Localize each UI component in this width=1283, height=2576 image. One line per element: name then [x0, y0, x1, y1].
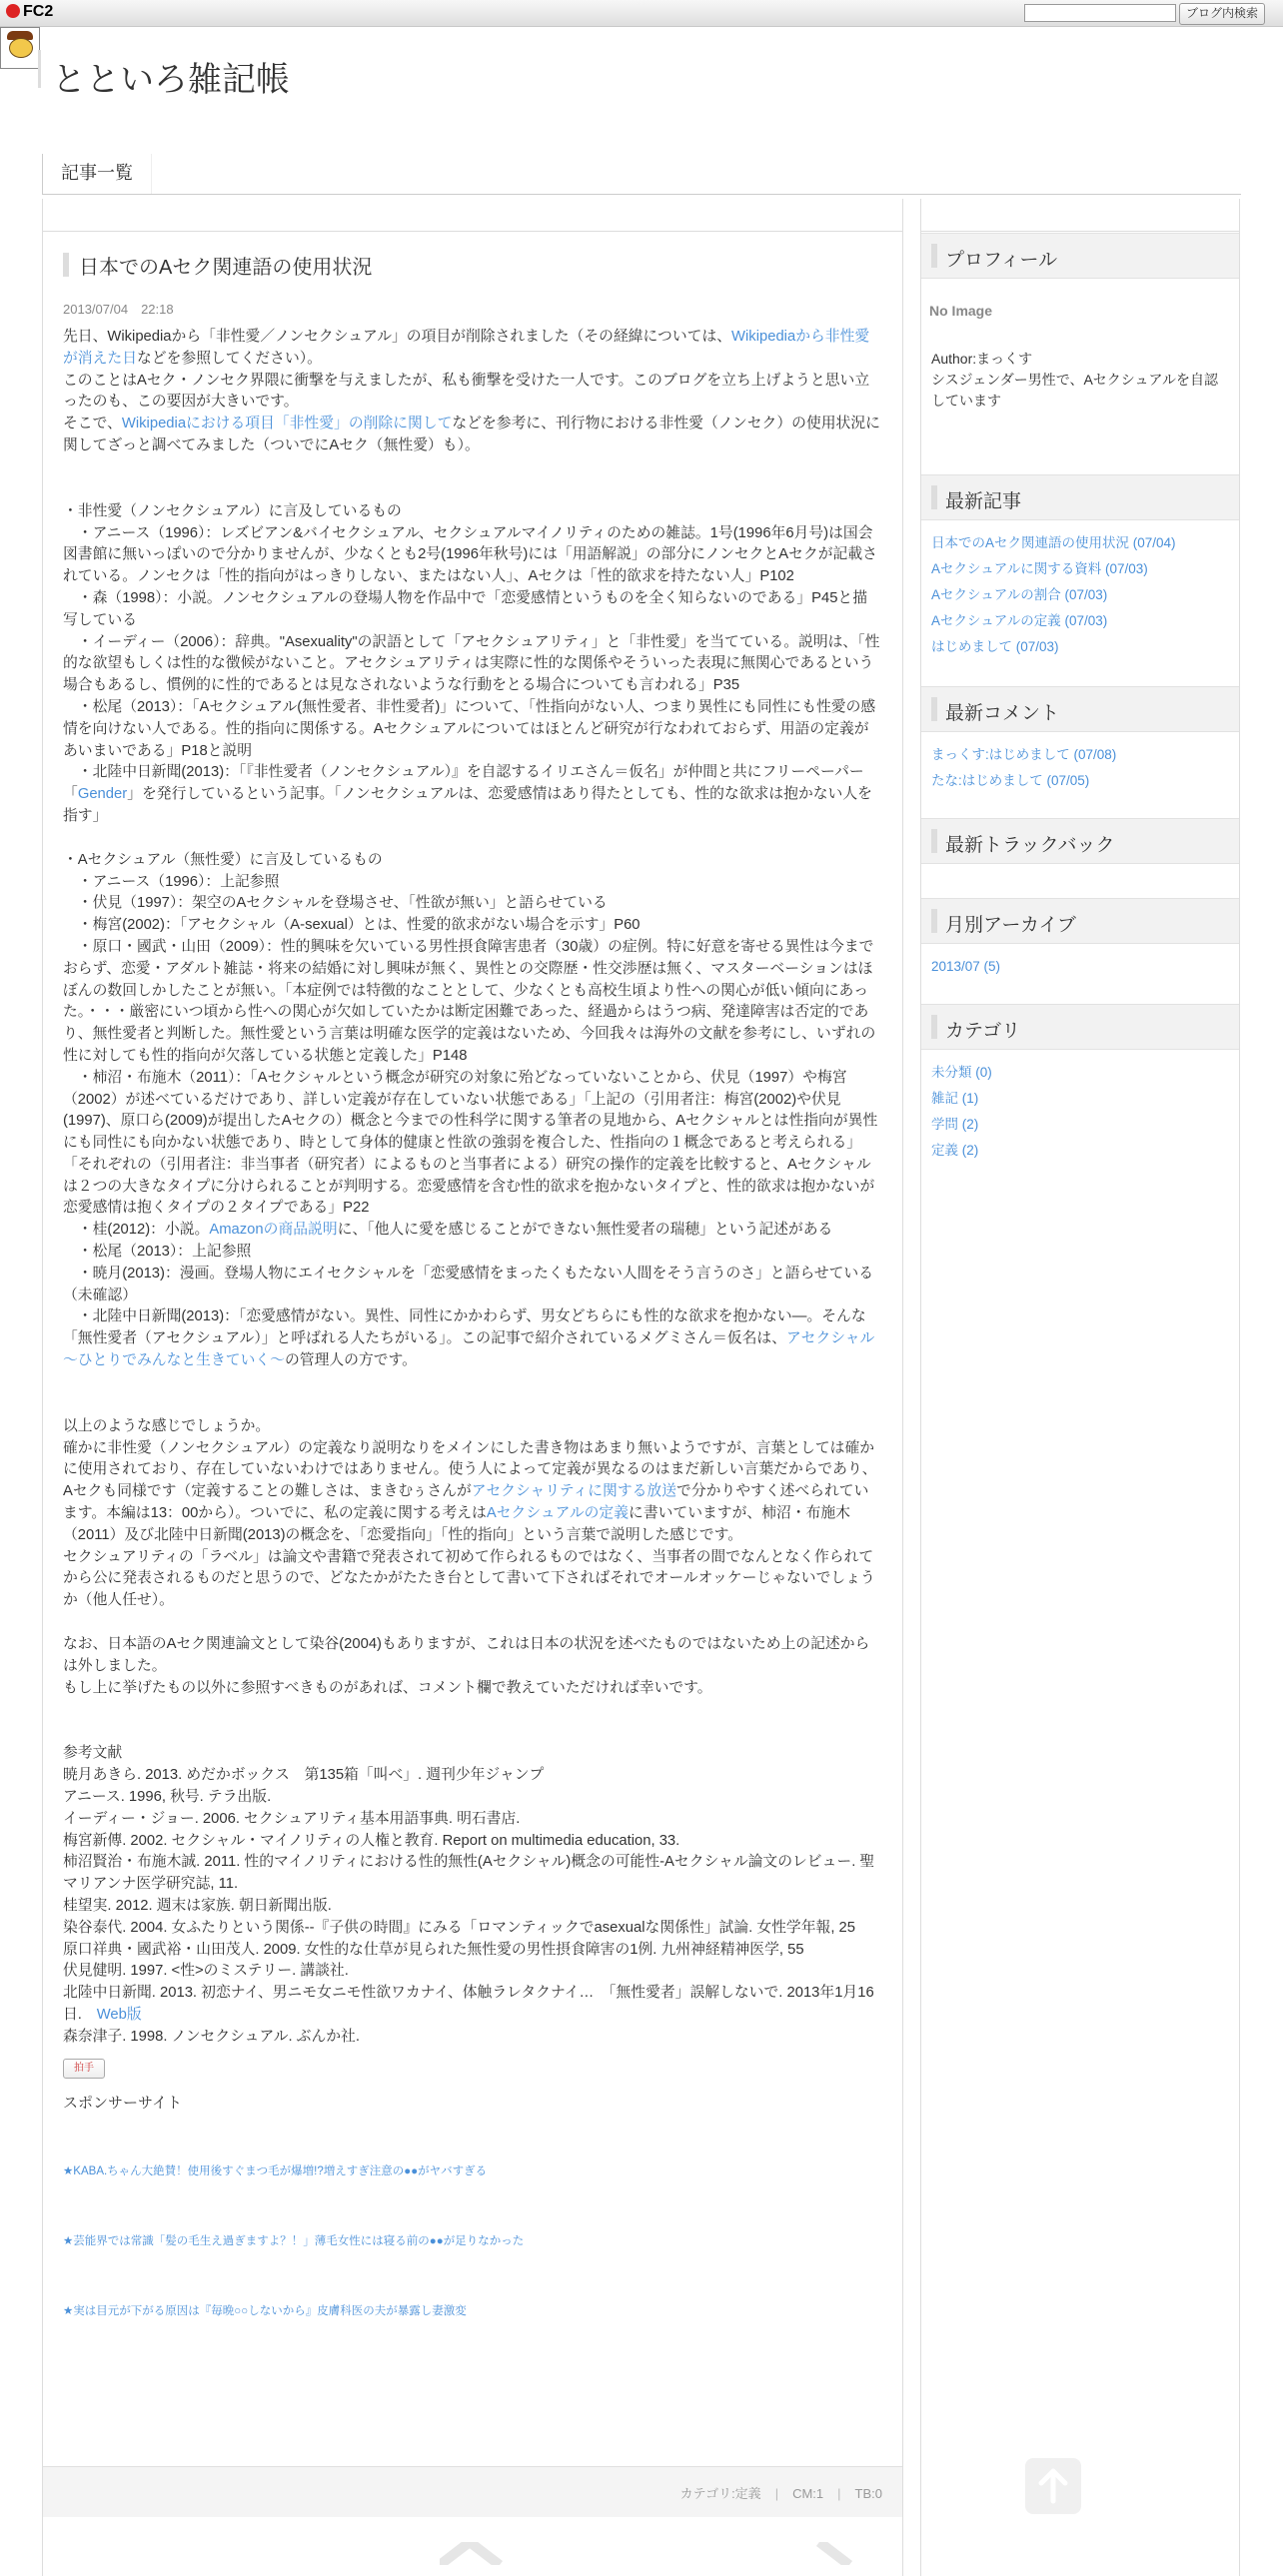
sponsor-link[interactable]: ★実は目元が下がる原因は『毎晩○○しないから』皮膚科医の夫が暴露し妻激変 — [63, 2304, 467, 2317]
archive-link[interactable]: 2013/07 (5) — [931, 959, 1001, 974]
link-wikipedia-day[interactable]: Wikipediaから非性愛が消えた日 — [63, 329, 870, 367]
list-item: ・暁月(2013)：漫画。登場人物にエイセクシャルを「恋愛感情をまったくもたない人間をそう言うのさ」と語らせている（未確認） — [63, 1265, 874, 1303]
fc2-logo[interactable] — [6, 3, 53, 21]
reference-item: 桂望実. 2012. 週末は家族. 朝日新聞出版. — [63, 1898, 332, 1914]
footer-cm-link[interactable]: CM:1 — [792, 2486, 824, 2501]
plugin-title: 月別アーカイブ — [945, 915, 1076, 936]
paragraph: 確かに非性愛（ノンセクシュアル）の定義なり説明なりをメインにした書き物はあまり無いようですが、言葉としては確かに使用されており、存在していないわけではありません。使う人によって定義が異なるのはまだ新しい言葉だからであり、Aセクも同様です（定義することの難しさは、まきむぅさんがアセクシャリティに関する放送で分かりやすく述べられています。本編は13：00から）。ついでに、私の定義に関する考えはAセクシュアルの定義に書いていますが、柿沼・布施木（2011）及び北陸中日新聞(2013)の概念を、「恋愛指向」「性的指向」という言葉で説明した感じです。 — [63, 1439, 877, 1543]
fc2-logo-icon — [6, 4, 20, 18]
recent-entry-link[interactable]: Aセクシュアルの定義 (07/03) — [931, 613, 1108, 628]
blog-search-input[interactable] — [1024, 4, 1176, 22]
references-heading: 参考文献 — [63, 1745, 123, 1762]
blog-title[interactable]: とといろ雑記帳 — [52, 61, 290, 99]
recent-entry-link[interactable]: 日本でのAセク関連語の使用状況 (07/04) — [931, 535, 1176, 550]
section-heading: ・Aセクシュアル（無性愛）に言及しているもの — [63, 851, 383, 868]
entry-title — [63, 249, 882, 279]
category-link[interactable]: 定義 (2) — [931, 1143, 979, 1158]
main-top-divider — [43, 199, 902, 232]
sidebar — [920, 199, 1240, 2576]
list-item: ・アニース（1996）：レズビアン&バイセクシュアル、セクシュアルマイノリティのための雑誌。1号(1996年6月号)は国会図書館に無いっぽいので分かりませんが、少なくとも2号(1996年秋号)には「用語解説」の部分にノンセクとAセクが記載されている。ノンセクは「性的指向がはっきりしない、またはない人」、Aセクは「性的欲求を持たない人」P102 — [63, 524, 877, 585]
list-item: ・イーディー（2006）：辞典。"Asexuality"の訳語として「アセクシュアリティ」と「非性愛」を当てている。説明は、「性的な欲望もしくは性的な徴候がないこと。アセクシュアリティは実際に性的な関係やそういった表現に無関心であるという場合もあるし、慣例的に性的であるとは見なされないような行動をとる場合についても言われる」P35 — [63, 633, 880, 694]
entry-date: 2013/07/04 22:18 — [63, 302, 174, 317]
paragraph: なお、日本語のAセク関連論文として染谷(2004)もありますが、これは日本の状況を述べたものではないため上の記述からは外しました。 — [63, 1636, 870, 1674]
entry-footer: カテゴリ:定義 | CM:1 | TB:0 — [43, 2466, 902, 2517]
plugin-recent-trackbacks — [921, 818, 1239, 864]
reference-item: アニース. 1996, 秋号. テラ出版. — [63, 1789, 272, 1806]
recent-entry-link[interactable]: Aセクシュアルの割合 (07/03) — [931, 587, 1108, 602]
sponsor-heading: スポンサーサイト — [63, 2094, 182, 2112]
plugin-title: 最新記事 — [945, 491, 1022, 512]
link-amazon[interactable]: Amazonの商品説明 — [209, 1222, 338, 1239]
plugin-recent-comments — [921, 686, 1239, 804]
paragraph: セクシュアリティの「ラベル」は論文や書籍で発表されて初めて作られるものではなく、当事者の間でなんとなく作られてから公に発表されるものだと思うので、どなたかがたたき台として書いて下さればそれでオールオッケーじゃないでしょうか（他人任せ）。 — [63, 1548, 875, 1609]
blog-search-button[interactable]: ブログ内検索 — [1179, 3, 1265, 25]
category-link[interactable]: 未分類 (0) — [931, 1065, 992, 1080]
category-link[interactable]: 学問 (2) — [931, 1117, 979, 1132]
reference-item: 暁月あきら. 2013. めだかボックス 第135箱「叫べ」. 週刊少年ジャンプ — [63, 1767, 545, 1784]
reference-item: イーディー・ジョー. 2006. セクシュアリティ基本用語事典. 明石書店. — [63, 1810, 521, 1827]
list-item: ・アニース（1996）：上記参照 — [63, 873, 280, 890]
plugin-archives — [921, 898, 1239, 990]
reference-item: 染谷泰代. 2004. 女ふたりという関係--『子供の時間』にみる「ロマンティックでasexualな関係性」試論. 女性学年報, 25 — [63, 1919, 856, 1936]
category-link[interactable]: 雑記 (1) — [931, 1091, 979, 1106]
list-item: ・原口・國武・山田（2009）：性的興味を欠いている男性摂食障害患者（30歳）の症例。特に好意を寄せる異性は今までおらず、恋愛・アダルト雑誌・将来の結婚に対し興味が無く、異性との交際歴・性交渉歴は無く、マスターベーションはほぼんの数回しかしたことが無い。「本症例では特徴的なこととして、少なくとも高校生頃より性への関心が低い傾向にあった。・・・厳密にいつ頃から性への関心が欠如していたかは断定困難であった、経過からはうつ病、発達障害は否定的であり、無性愛者と判断した。無性愛という言葉は明確な医学的定義はないため、今回我々は海外の文献を参考にし、いずれの性に対しても性的指向が欠落している状態と定義した」P148 — [63, 938, 876, 1064]
recent-comment-link[interactable]: まっくす:はじめまして (07/08) — [931, 747, 1117, 762]
list-item: ・北陸中日新聞(2013)：「恋愛感情がない。異性、同性にかかわらず、男女どちらにも性的な欲求を抱かない―。そんな「無性愛者（アセクシュアル）」と呼ばれる人たちがいる」。この記事で紹介されているメグミさん＝仮名は、アセクシャル～ひとりでみんなと生きていく～の管理人の方です。 — [63, 1308, 875, 1369]
footer-decoration — [440, 2542, 879, 2565]
entry-title-text[interactable]: 日本でのAセク関連語の使用状況 — [79, 257, 373, 279]
list-item: ・森（1998）：小説。ノンセクシュアルの登場人物を作品中で「恋愛感情というものを全く知らないのである」P45と描写している — [63, 589, 868, 628]
avatar-icon — [0, 27, 40, 69]
reference-item: 原口祥典・國武裕・山田茂人. 2009. 女性的な仕草が見られた無性愛の男性摂食障害の1例. 九州神経精神医学, 55 — [63, 1941, 804, 1958]
section-heading: ・非性愛（ノンセクシュアル）に言及しているもの — [63, 502, 402, 519]
list-item: ・桂(2012)：小説。Amazonの商品説明に、「他人に愛を感じることができない無性愛者の瑞穂」という記述がある — [63, 1222, 833, 1239]
title-accent-bar — [38, 50, 41, 88]
link-gender[interactable]: Gender — [77, 786, 128, 803]
link-definition[interactable]: Aセクシュアルの定義 — [486, 1505, 630, 1522]
plugin-categories — [921, 1004, 1239, 1174]
list-item: ・柿沼・布施木（2011）：「Aセクシャルという概念が研究の対象に殆どなっていないことから、伏見（1997）や梅宮（2002）が述べているだけであり、詳しい定義が存在していない状態である」「上記の（引用者注：梅宮(2002)や伏見(1997)、原口ら(2009)が提出したAセクの）概念と今までの性科学に関する筆者の見地から、Aセクシャルとは性指向が異性にも同性にも向かない状態であり、時として身体的健康と性欲の強弱を複合した、性指向の１概念であると考えられる」「それぞれの（引用者注：非当事者（研究者）によるものと当事者による）研究の操作的定義を比較すると、Aセクシャルは２つの大きなタイプに分けられることが判明する。恋愛感情を含む性的欲求を抱かないタイプと、性的欲求は抱かないが恋愛感情は抱くタイプの２タイプである」P22 — [63, 1069, 878, 1217]
link-broadcast[interactable]: アセクシャリティに関する放送 — [471, 1483, 677, 1500]
arrow-up-icon — [1037, 2468, 1069, 2504]
sponsor-link[interactable]: ★KABA.ちゃん大絶賛！使用後すぐまつ毛が爆増!?増えすぎ注意の●●がヤバすぎる — [63, 2165, 488, 2178]
link-web-version[interactable]: Web版 — [96, 2006, 142, 2023]
plugin-title: カテゴリ — [945, 1021, 1021, 1042]
plugin-title: プロフィール — [945, 250, 1058, 271]
paragraph: そこで、Wikipediaにおける項目「非性愛」の削除に関してなどを参考に、刊行物における非性愛（ノンセク）の使用状況に関してざっと調べてみました（ついでにAセク（無性愛）も）。 — [63, 416, 880, 453]
fc2-toolbar — [0, 0, 1283, 27]
plugin-title: 最新トラックバック — [945, 835, 1115, 856]
paragraph: 以上のような感じでしょうか。 — [63, 1417, 271, 1434]
entry-body — [63, 327, 880, 2323]
list-item: ・松尾（2013）：「Aセクシュアル(無性愛者、非性愛者)」について、「性指向がない人、つまり異性にも同性にも性愛の感情を向けない人である。性的指向に関係する。Aセクシュアルについてはほとんど研究が行なわれておらず、用語の定義があいまいである」P18と説明 — [63, 698, 876, 759]
main-column — [42, 199, 903, 2576]
recent-entry-link[interactable]: Aセクシュアルに関する資料 (07/03) — [931, 561, 1148, 576]
plugin-profile — [921, 233, 1239, 412]
list-item: ・伏見（1997）：架空のAセクシャルを登場させ、「性欲が無い」と語らせている — [63, 895, 608, 912]
reference-item: 北陸中日新聞. 2013. 初恋ナイ、男ニモ女ニモ性欲ワカナイ、体触ラレタクナイ… 「無性愛者」誤解しないで. 2013年1月16日. Web版 — [63, 1985, 874, 2023]
reference-item: 伏見健明. 1997. <性>のミステリー. 講談社. — [63, 1963, 349, 1980]
global-nav — [42, 154, 1241, 195]
reference-item: 森奈津子. 1998. ノンセクシュアル. ぶんか社. — [63, 2028, 360, 2045]
recent-entry-link[interactable]: はじめまして (07/03) — [931, 639, 1059, 654]
nav-item-article-list[interactable]: 記事一覧 — [42, 154, 152, 194]
reference-item: 梅宮新傳. 2002. セクシャル・マイノリティの人権と教育. Report on multimedia education, 33. — [63, 1832, 680, 1849]
link-wikipedia-deletion[interactable]: Wikipediaにおける項目「非性愛」の削除に関して — [121, 416, 453, 432]
sidebar-top-divider — [921, 199, 1239, 232]
paragraph: 先日、Wikipediaから「非性愛／ノンセクシュアル」の項目が削除されました（その経緯については、Wikipediaから非性愛が消えた日などを参照してください）。 — [63, 329, 870, 367]
list-item: ・北陸中日新聞(2013)：「『非性愛者（ノンセクシュアル）』を自認するイリエさん＝仮名」が仲間と共にフリーペーパー「Gender」を発行しているという記事。「ノンセクシュアルは、恋愛感情はあり得たとしても、性的な欲求は抱かない人を指す」 — [63, 764, 872, 824]
footer-category-link[interactable]: カテゴリ:定義 — [679, 2486, 761, 2501]
list-item: ・梅宮(2002)：「アセクシャル（A-sexual）とは、性愛的欲求がない場合を示す」P60 — [63, 917, 641, 934]
paragraph: このことはAセク・ノンセク界隈に衝撃を与えましたが、私も衝撃を受けた一人です。このブログを立ち上げようと思い立ったのも、この要因が大きいです。 — [63, 372, 870, 411]
profile-author: Author:まっくす — [931, 351, 1033, 367]
plugin-recent-entries — [921, 474, 1239, 670]
link-asexual-blog[interactable]: アセクシャル～ひとりでみんなと生きていく～ — [63, 1330, 875, 1369]
fc2-logo-text: FC2 — [23, 3, 54, 20]
paragraph: もし上に挙げたもの以外に参照すべきものがあれば、コメント欄で教えていただければ幸いです。 — [63, 1679, 712, 1696]
profile-image: No Image — [929, 303, 993, 319]
back-to-top-button[interactable] — [1025, 2458, 1081, 2514]
reference-item: 柿沼賢治・布施木誠. 2011. 性的マイノリティにおける性的無性(Aセクシャル)概念の可能性-Aセクシャル論文のレビュー. 聖マリアンナ医学研究誌, 11. — [63, 1854, 875, 1893]
list-item: ・松尾（2013）：上記参照 — [63, 1244, 252, 1261]
recent-comment-link[interactable]: たな:はじめまして (07/05) — [931, 773, 1090, 788]
footer-tb-link[interactable]: TB:0 — [854, 2486, 882, 2501]
clap-button[interactable]: 拍手 — [63, 2059, 105, 2079]
profile-description: シスジェンダー男性で、Aセクシュアルを自認しています — [931, 372, 1218, 409]
plugin-title: 最新コメント — [945, 703, 1060, 724]
sponsor-link[interactable]: ★芸能界では常識「髪の毛生え過ぎますよ？！」薄毛女性には寝る前の●●が足りなかった — [63, 2235, 525, 2248]
